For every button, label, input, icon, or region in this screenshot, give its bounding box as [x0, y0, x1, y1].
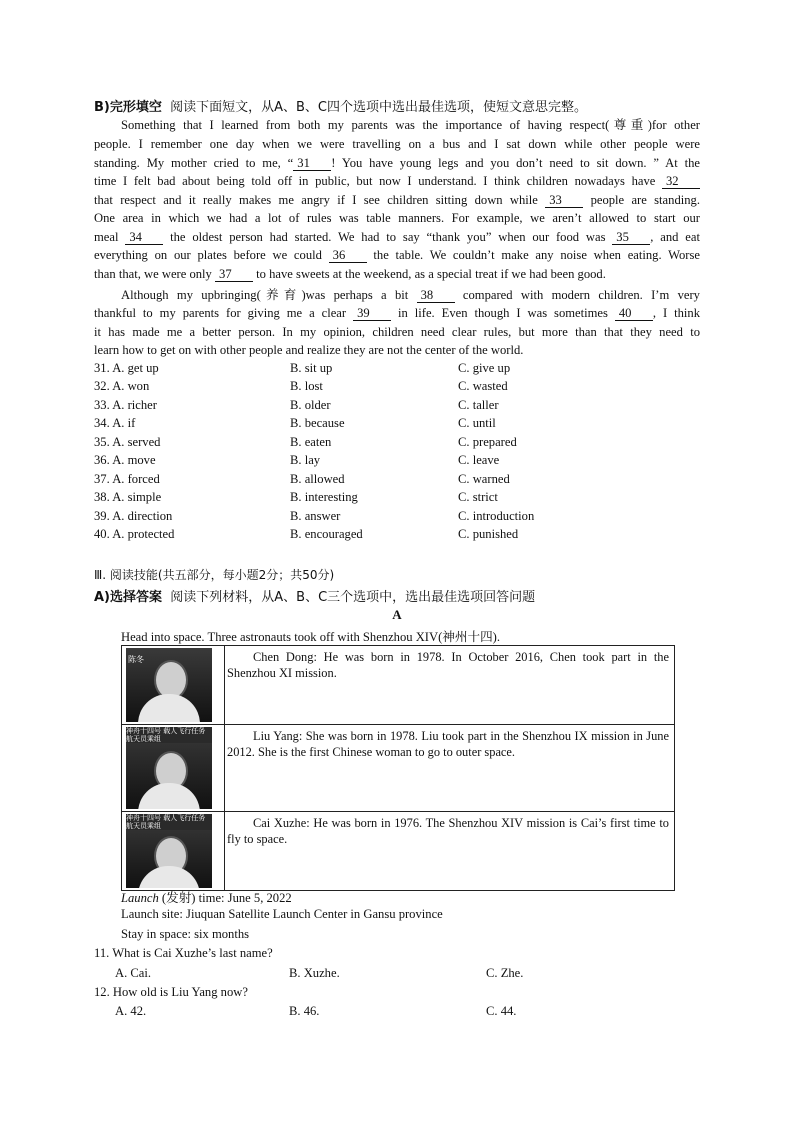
option-36-c[interactable]: C. leave: [458, 453, 500, 467]
option-row-32: [94, 379, 714, 397]
cloze-title-instructions: 阅读下面短文，从A、B、C四个选项中选出最佳选项，使短文意思完整。: [170, 100, 588, 115]
question-12: 12. How old is Liu Yang now?: [94, 985, 248, 999]
astronaut-suit: [138, 866, 200, 888]
cloze-line: One area in which we had a lot of rules was table manners. For example, we aren’t allowed to start our: [94, 211, 700, 225]
photo-cell: [122, 646, 225, 725]
cloze-line: than that, we were only 37 to have sweets at the weekend, as a special treat if we had been good.: [94, 267, 606, 281]
cloze-line: people. I remember one day when we were travelling on a bus and I sat down while other people were: [94, 137, 700, 151]
astronaut-photo-cai-xuzhe: [126, 814, 212, 888]
cloze-line: everything on our plates before we could 36 the table. We couldn’t make any noise when eating. Worse: [94, 248, 700, 262]
astronaut-description: Chen Dong: He was born in 1978. In October 2016, Chen took part in the Shenzhou XI mission.: [225, 646, 675, 725]
option-38-c[interactable]: C. strict: [458, 490, 498, 504]
blank-33[interactable]: 33: [545, 193, 583, 208]
cloze-line: Although my upbringing(养育)was perhaps a bit 38 compared with modern children. I’m very: [121, 288, 700, 302]
blank-36[interactable]: 36: [329, 248, 367, 263]
option-37-c[interactable]: C. warned: [458, 472, 510, 486]
astronaut-suit: [138, 694, 200, 722]
astronaut-table: [121, 645, 675, 891]
option-32-a[interactable]: 32. A. won: [94, 379, 150, 393]
option-32-b[interactable]: B. lost: [290, 379, 323, 393]
blank-32[interactable]: 32: [662, 174, 700, 189]
blank-34[interactable]: 34: [125, 230, 163, 245]
photo-banner: 神舟十四号 载人飞行任务航天员乘组: [126, 727, 212, 743]
option-34-b[interactable]: B. because: [290, 416, 345, 430]
reading-sub-title-bold: A)选择答案: [94, 590, 163, 605]
astronaut-photo-chen-dong: [126, 648, 212, 722]
option-row-35: [94, 435, 714, 453]
cloze-line: meal 34 the oldest person had started. We had to say “thank you” when our food was 35 , and eat: [94, 230, 700, 244]
option-row-31: [94, 361, 714, 379]
option-row-34: [94, 416, 714, 434]
reading-sub-title-instructions: 阅读下列材料，从A、B、C三个选项中，选出最佳选项回答问题: [170, 590, 536, 605]
table-row: [122, 646, 675, 725]
option-31-b[interactable]: B. sit up: [290, 361, 333, 375]
q11-option-a[interactable]: A. Cai.: [115, 966, 152, 980]
blank-38[interactable]: 38: [417, 288, 455, 303]
blank-39[interactable]: 39: [353, 306, 391, 321]
option-40-b[interactable]: B. encouraged: [290, 527, 363, 541]
astronaut-photo-liu-yang: [126, 727, 212, 809]
option-35-c[interactable]: C. prepared: [458, 435, 517, 449]
option-37-b[interactable]: B. allowed: [290, 472, 345, 486]
blank-31[interactable]: 31: [293, 156, 331, 171]
photo-banner: 神舟十四号 载人飞行任务航天员乘组: [126, 814, 212, 830]
option-39-a[interactable]: 39. A. direction: [94, 509, 173, 523]
reading-sub-title: [94, 586, 535, 605]
reading-section-title: Ⅲ. 阅读技能(共五部分，每小题2分；共50分): [94, 568, 335, 582]
option-33-b[interactable]: B. older: [290, 398, 331, 412]
option-33-a[interactable]: 33. A. richer: [94, 398, 157, 412]
option-35-b[interactable]: B. eaten: [290, 435, 332, 449]
option-31-a[interactable]: 31. A. get up: [94, 361, 159, 375]
option-row-38: [94, 490, 714, 508]
option-row-37: [94, 472, 714, 490]
table-row: [122, 812, 675, 891]
option-32-c[interactable]: C. wasted: [458, 379, 508, 393]
question-11: 11. What is Cai Xuzhe’s last name?: [94, 946, 273, 960]
option-36-a[interactable]: 36. A. move: [94, 453, 156, 467]
option-row-39: [94, 509, 714, 527]
option-31-c[interactable]: C. give up: [458, 361, 511, 375]
cloze-line: standing. My mother cried to me, “ 31 ! You have young legs and you don’t need to sit down. ” At the: [94, 156, 700, 170]
astronaut-description: Liu Yang: She was born in 1978. Liu took part in the Shenzhou IX mission in June 2012. She is the first Chinese woman to go to outer space.: [225, 725, 675, 812]
astronaut-description: Cai Xuzhe: He was born in 1976. The Shenzhou XIV mission is Cai’s first time to fly to space.: [225, 812, 675, 891]
option-40-a[interactable]: 40. A. protected: [94, 527, 175, 541]
option-38-a[interactable]: 38. A. simple: [94, 490, 162, 504]
q11-option-c[interactable]: C. Zhe.: [486, 966, 524, 980]
option-34-c[interactable]: C. until: [458, 416, 496, 430]
cloze-section-title: [94, 96, 587, 115]
q12-option-c[interactable]: C. 44.: [486, 1004, 517, 1018]
option-36-b[interactable]: B. lay: [290, 453, 321, 467]
option-33-c[interactable]: C. taller: [458, 398, 499, 412]
cloze-line: Something that I learned from both my parents was the importance of having respect(尊重)for other: [121, 118, 700, 132]
cloze-line: that respect and it really makes me angry if I see children sitting down while 33 people are standing.: [94, 193, 700, 207]
photo-caption: 陈冬: [128, 655, 144, 664]
option-row-33: [94, 398, 714, 416]
q12-option-b[interactable]: B. 46.: [289, 1004, 320, 1018]
option-37-a[interactable]: 37. A. forced: [94, 472, 160, 486]
blank-35[interactable]: 35: [612, 230, 650, 245]
launch-time: Launch (发射) time: June 5, 2022: [121, 891, 292, 905]
cloze-line: time I felt bad about being told off in public, but now I understand. I think children nowadays have 32: [94, 172, 700, 191]
table-row: [122, 725, 675, 812]
launch-site: Launch site: Jiuquan Satellite Launch Center in Gansu province: [121, 907, 443, 921]
option-38-b[interactable]: B. interesting: [290, 490, 358, 504]
option-40-c[interactable]: C. punished: [458, 527, 519, 541]
option-34-a[interactable]: 34. A. if: [94, 416, 136, 430]
option-39-c[interactable]: C. introduction: [458, 509, 535, 523]
passage-letter: A: [392, 607, 402, 622]
option-row-40: [94, 527, 714, 545]
q12-option-a[interactable]: A. 42.: [115, 1004, 147, 1018]
cloze-line: learn how to get on with other people and realize they are not the center of the world.: [94, 343, 524, 357]
blank-40[interactable]: 40: [615, 306, 653, 321]
option-35-a[interactable]: 35. A. served: [94, 435, 161, 449]
stay-in-space: Stay in space: six months: [121, 927, 250, 941]
photo-cell: [122, 725, 225, 812]
option-39-b[interactable]: B. answer: [290, 509, 341, 523]
blank-37[interactable]: 37: [215, 267, 253, 282]
cloze-line: thankful to my parents for giving me a clear 39 in life. Even though I was sometimes 40 , I think: [94, 306, 700, 320]
passage-intro: Head into space. Three astronauts took off with Shenzhou XIV(神州十四).: [121, 630, 501, 644]
cloze-title-bold: B)完形填空: [94, 100, 162, 115]
cloze-line: it has made me a better person. In my opinion, children need clear rules, but more than that they need to: [94, 325, 700, 339]
option-row-36: [94, 453, 714, 471]
q11-option-b[interactable]: B. Xuzhe.: [289, 966, 340, 980]
astronaut-suit: [138, 783, 200, 809]
photo-cell: [122, 812, 225, 891]
